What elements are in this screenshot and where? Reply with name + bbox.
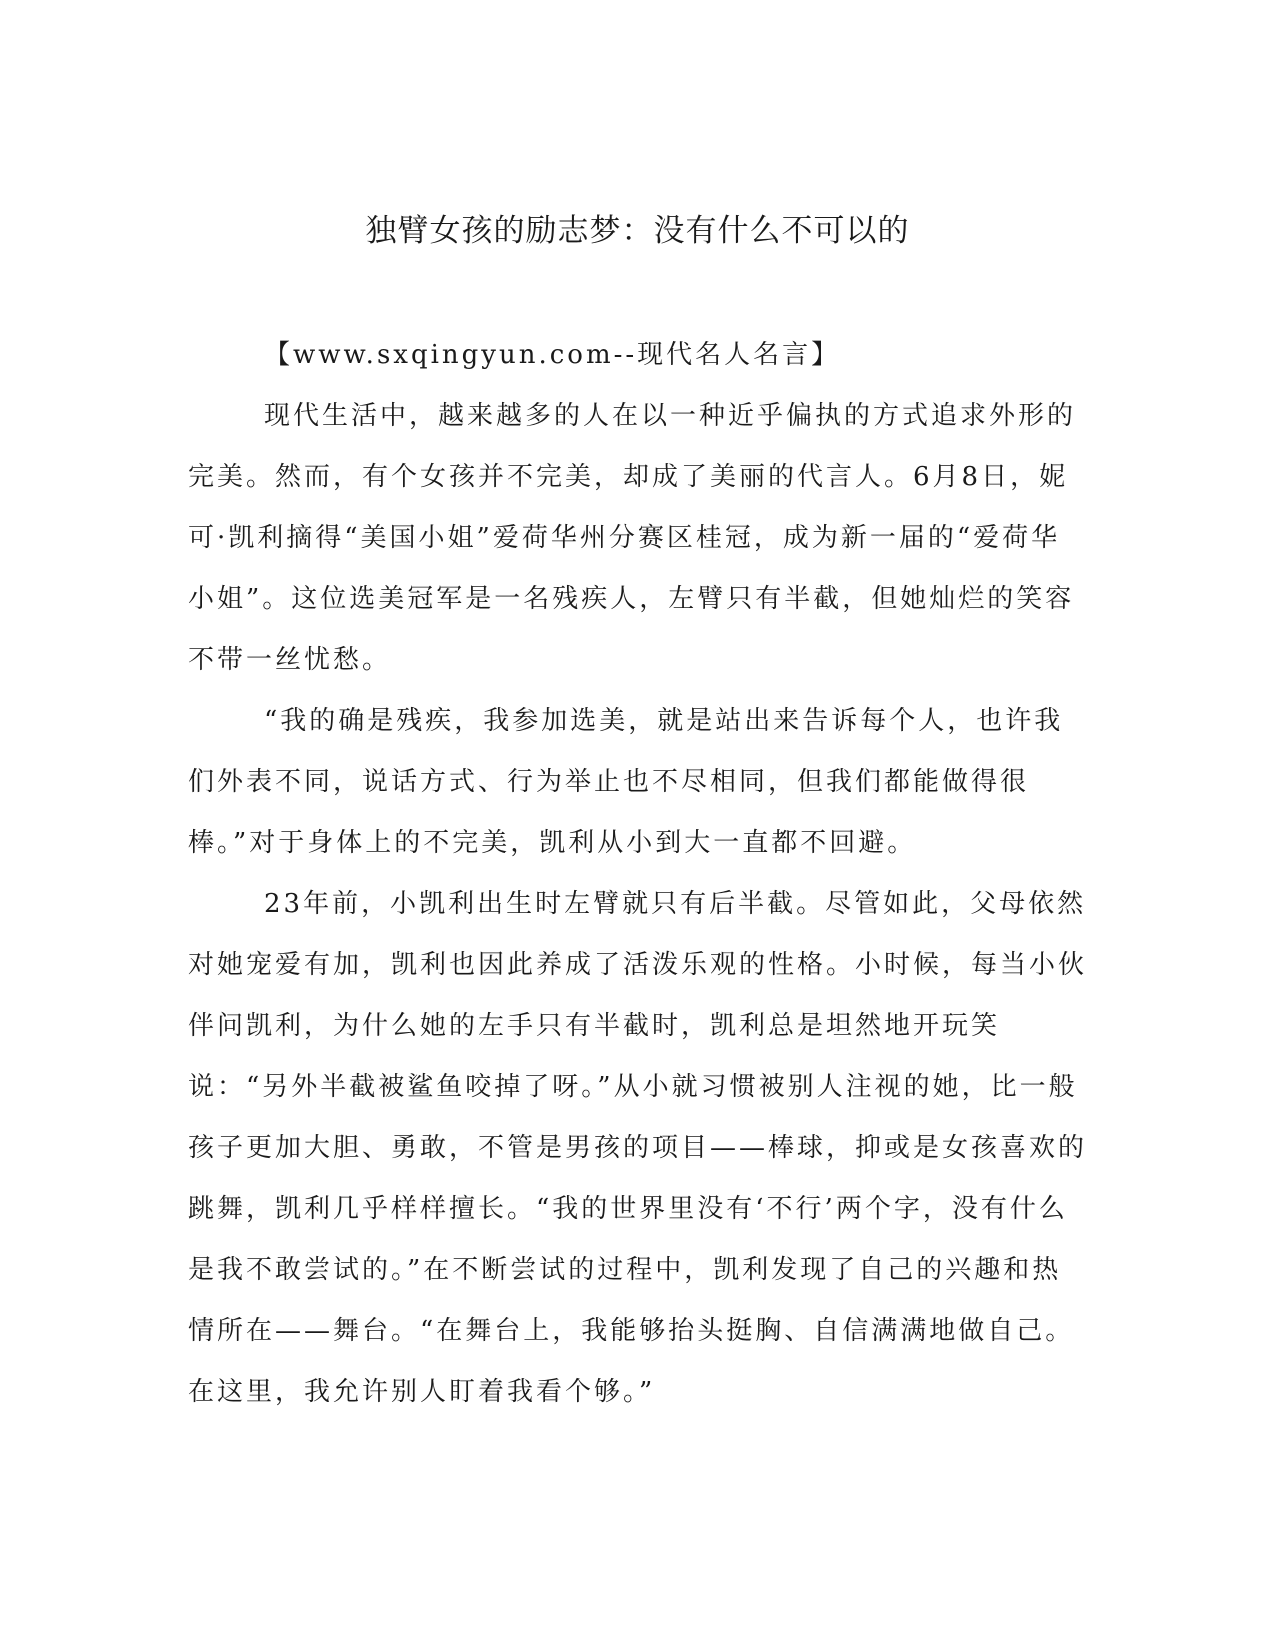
article-body	[188, 325, 1088, 1423]
page-title: 独臂女孩的励志梦：没有什么不可以的	[365, 213, 910, 249]
paragraph-2: “我的确是残疾，我参加选美，就是站出来告诉每个人，也许我们外表不同，说话方式、行为举止也不尽相同，但我们都能做得很棒。”对于身体上的不完美，凯利从小到大一直都不回避。	[188, 706, 1064, 858]
paragraph-1: 现代生活中，越来越多的人在以一种近乎偏执的方式追求外形的完美。然而，有个女孩并不完美，却成了美丽的代言人。6月8日，妮可·凯利摘得“美国小姐”爱荷华州分赛区桂冠，成为新一届的“爱荷华小姐”。这位选美冠军是一名残疾人，左臂只有半截，但她灿烂的笑容不带一丝忧愁。	[188, 401, 1077, 675]
paragraph-3: 23年前，小凯利出生时左臂就只有后半截。尽管如此，父母依然对她宠爱有加，凯利也因此养成了活泼乐观的性格。小时候，每当小伙伴问凯利，为什么她的左手只有半截时，凯利总是坦然地开玩笑说：“另外半截被鲨鱼咬掉了呀。”从小就习惯被别人注视的她，比一般孩子更加大胆、勇敢，不管是男孩的项目——棒球，抑或是女孩喜欢的跳舞，凯利几乎样样擅长。“我的世界里没有‘不行’两个字，没有什么是我不敢尝试的。”在不断尝试的过程中，凯利发现了自己的兴趣和热情所在——舞台。“在舞台上，我能够抬头挺胸、自信满满地做自己。在这里，我允许别人盯着我看个够。”	[188, 889, 1088, 1407]
source-line: 【www.sxqingyun.com--现代名人名言】	[264, 340, 841, 370]
